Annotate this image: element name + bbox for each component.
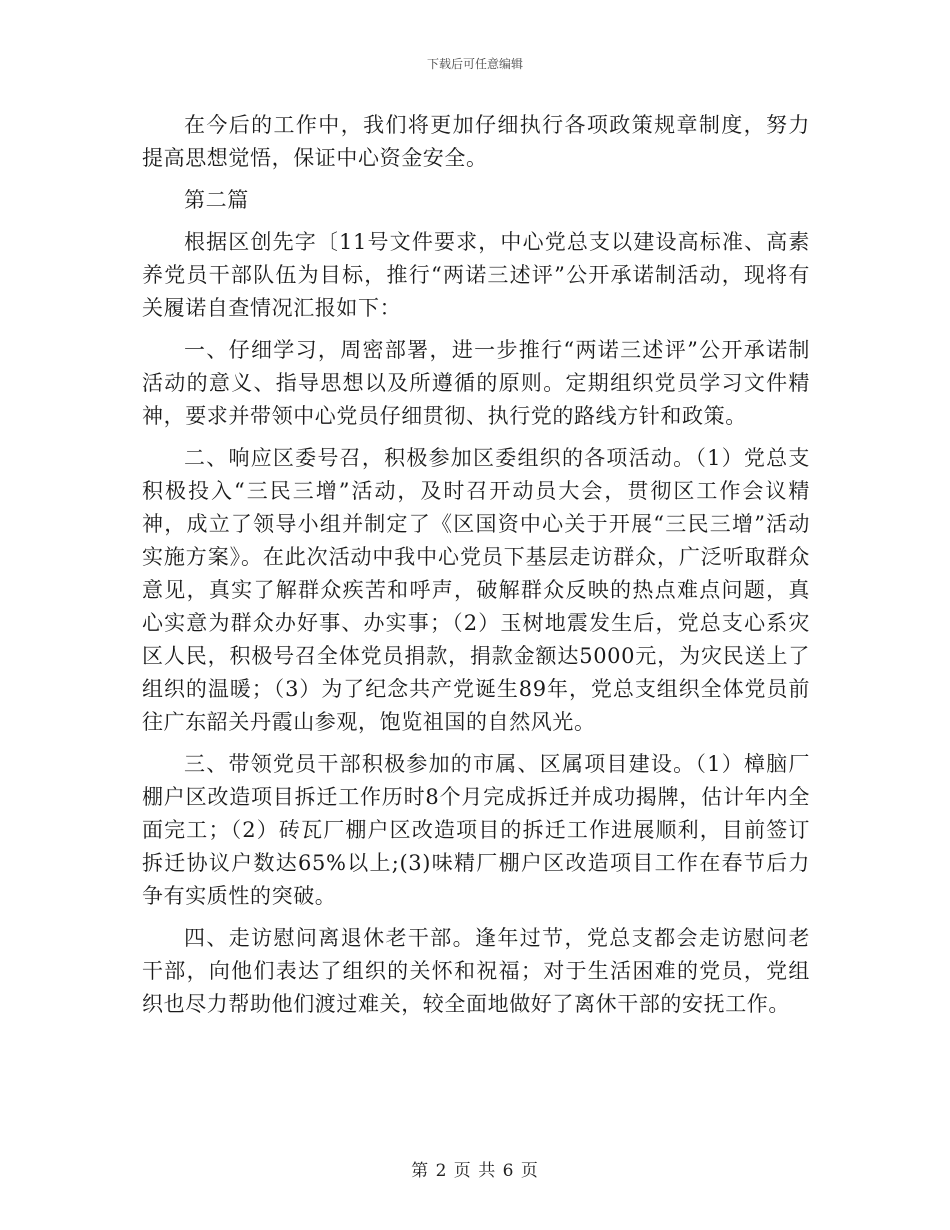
paragraph-item-3: 三、带领党员干部积极参加的市属、区属项目建设。（1）樟脑厂棚户区改造项目拆迁工作历时8个月完成拆迁并成功揭牌，估计年内全面完工；（2）砖瓦厂棚户区改造项目的拆迁工作进展顺利，目前签订拆迁协议户数达65%以上;(3)味精厂棚户区改造项目工作在春节后力争有实质性的突破。 xyxy=(142,752,810,908)
paragraph-item-2: 二、响应区委号召，积极参加区委组织的各项活动。（1）党总支积极投入“三民三增”活动，及时召开动员大会，贯彻区工作会议精神，成立了领导小组并制定了《区国资中心关于开展“三民三增”活动实施方案》。在此次活动中我中心党员下基层走访群众，广泛听取群众意见，真实了解群众疾苦和呼声，破解群众反映的热点难点问题，真心实意为群众办好事、办实事；（2）玉树地震发生后，党总支心系灾区人民，积极号召全体党员捐款，捐款金额达5000元，为灾民送上了组织的温暖；（3）为了纪念共产党诞生89年，党总支组织全体党员前往广东韶关丹霞山参观，饱览祖国的自然风光。 xyxy=(142,446,810,734)
document-body xyxy=(142,109,810,1021)
paragraph-item-4: 四、走访慰问离退休老干部。逢年过节，党总支都会走访慰问老干部，向他们表达了组织的关怀和祝福；对于生活困难的党员，党组织也尽力帮助他们渡过难关，较全面地做好了离休干部的安抚工作。 xyxy=(142,926,810,1016)
paragraph-closing-remark: 在今后的工作中，我们将更加仔细执行各项政策规章制度，努力提高思想觉悟，保证中心资金安全。 xyxy=(142,113,810,170)
page-number: 第 2 页 共 6 页 xyxy=(411,1161,539,1181)
section-heading: 第二篇 xyxy=(184,188,249,212)
paragraph-item-1: 一、仔细学习，周密部署，进一步推行“两诺三述评”公开承诺制活动的意义、指导思想以及所遵循的原则。定期组织党员学习文件精神，要求并带领中心党员仔细贯彻、执行党的路线方针和政策。 xyxy=(142,338,810,428)
paragraph-intro: 根据区创先字〔11号文件要求，中心党总支以建设高标准、高素养党员干部队伍为目标，推行“两诺三述评”公开承诺制活动，现将有关履诺自查情况汇报如下： xyxy=(142,230,810,320)
page-header-note: 下载后可任意编辑 xyxy=(426,57,523,71)
